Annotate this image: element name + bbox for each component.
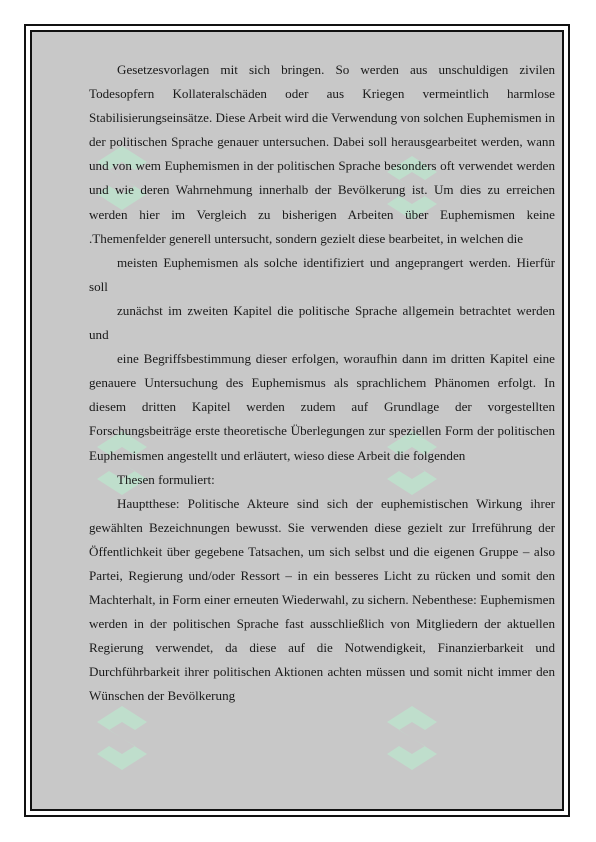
- page-frame: [24, 24, 570, 817]
- page-content-area: [30, 30, 564, 811]
- paragraph: meisten Euphemismen als solche identifiziert und angeprangert werden. Hierfür soll: [89, 254, 555, 294]
- paragraph: Thesen formuliert:: [117, 471, 215, 487]
- body-text: [89, 58, 555, 709]
- paragraph: Hauptthese: Politische Akteure sind sich der euphemistischen Wirkung ihrer gewählten Bezeichnungen bewusst. Sie verwenden diese gezielt zur Irreführung der Öffentlichkeit über gegebene Tatsachen, um sich selbst und die eigenen Gruppe – also Partei, Regierung und/oder Ressort – in ein besseres Licht zu rücken und somit den Machterhalt, in Form einer erneuten Wiederwahl, zu sichern. Nebenthese: Euphemismen werden in der politischen Sprache fast ausschließlich von Mitgliedern der aktuellen Regierung verwendet, da diese auf die Notwendigkeit, Finanzierbarkeit und Durchführbarkeit ihrer politischen Aktionen achten müssen und somit nicht immer den Wünschen der Bevölkerung: [89, 495, 555, 704]
- paragraph: Gesetzesvorlagen mit sich bringen. So werden aus unschuldigen zivilen Todesopfern Kollateralschäden oder aus Kriegen vermeintlich harmlose Stabilisierungseinsätze. Diese Arbeit wird die Verwendung von solchen Euphemismen in der politischen Sprache genauer untersuchen. Dabei soll herausgearbeitet werden, wann und von wem Euphemismen in der politischen Sprache besonders oft verwendet werden und wie deren Wahrnehmung innerhalb der Bevölkerung ist. Um dies zu erreichen werden hier im Vergleich zu bisherigen Arbeiten über Euphemismen keine .Themenfelder generell untersucht, sondern gezielt diese bearbeitet, in welchen die: [89, 62, 555, 246]
- paragraph: zunächst im zweiten Kapitel die politische Sprache allgemein betrachtet werden und: [89, 302, 555, 343]
- watermark-logo-icon: [87, 702, 157, 792]
- paragraph: eine Begriffsbestimmung dieser erfolgen, woraufhin dann im dritten Kapitel eine genauere Untersuchung des Euphemismus als sprachlichem Phänomen erfolgt. In diesem dritten Kapitel werden zudem auf Grundlage der vorgestellten Forschungsbeiträge erste theoretische Überlegungen zur speziellen Form der politischen Euphemismen angestellt und erläutert, wieso diese Arbeit die folgenden: [89, 351, 555, 463]
- watermark-logo-icon: [377, 702, 447, 792]
